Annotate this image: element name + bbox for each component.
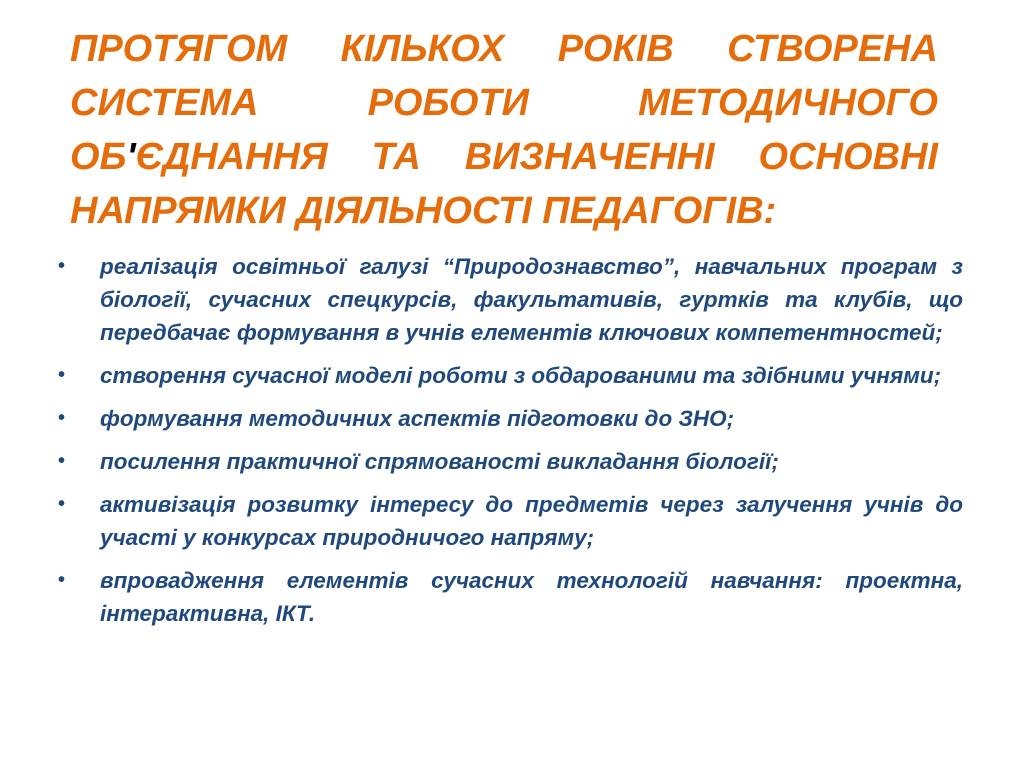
bullet-item bbox=[58, 564, 963, 630]
bullet-item bbox=[58, 250, 963, 349]
bullet-icon: • bbox=[58, 364, 66, 386]
bullet-item bbox=[58, 402, 963, 435]
slide-title-part-1: ПРОТЯГОМ КІЛЬКОХ РОКІВ СТВОРЕНА СИСТЕМА РОБОТИ МЕТОДИЧНОГО ОБ bbox=[70, 28, 938, 178]
slide-title bbox=[70, 22, 938, 238]
bullet-text: формування методичних аспектів підготовки до ЗНО; bbox=[100, 406, 735, 431]
bullet-text: активізація розвитку інтересу до предметів через залучення учнів до участі у конкурсах природничого напряму; bbox=[100, 492, 963, 550]
bullet-text: посилення практичної спрямованості викладання біології; bbox=[100, 449, 779, 474]
bullet-icon: • bbox=[58, 450, 66, 472]
bullet-item bbox=[58, 488, 963, 554]
slide-title-apostrophe: ' bbox=[126, 136, 136, 178]
bullet-text: створення сучасної моделі роботи з обдарованими та здібними учнями; bbox=[100, 363, 942, 388]
bullet-icon: • bbox=[58, 255, 66, 277]
bullet-icon: • bbox=[58, 493, 66, 515]
bullet-list bbox=[58, 250, 963, 640]
bullet-icon: • bbox=[58, 569, 66, 591]
bullet-icon: • bbox=[58, 407, 66, 429]
bullet-text: впровадження елементів сучасних технологій навчання: проектна, інтерактивна, ІКТ. bbox=[100, 568, 963, 626]
bullet-item bbox=[58, 359, 963, 392]
bullet-item bbox=[58, 445, 963, 478]
bullet-text: реалізація освітньої галузі “Природознавство”, навчальних програм з біології, сучасних спецкурсів, факультативів, гуртків та клубів, що передбачає формування в учнів елементів ключових компетентностей; bbox=[100, 254, 963, 345]
slide-title-part-2: ЄДНАННЯ ТА ВИЗНАЧЕННІ ОСНОВНІ НАПРЯМКИ ДІЯЛЬНОСТІ ПЕДАГОГІВ: bbox=[70, 136, 938, 232]
